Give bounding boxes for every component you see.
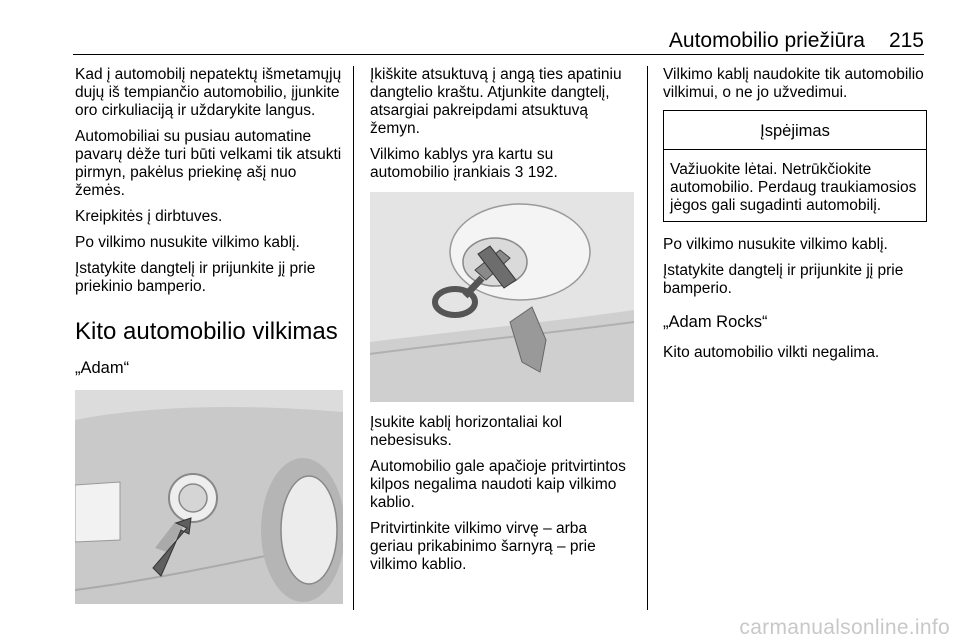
towing-eye-drawing	[370, 192, 634, 402]
paragraph: Kito automobilio vilkti negalima.	[663, 344, 880, 361]
rear-bumper-illustration	[75, 390, 343, 604]
page-header	[0, 28, 960, 58]
paragraph: Įsukite kablį horizontaliai kol nebesisuks.	[370, 414, 563, 449]
paragraph: Įkiškite atsuktuvą į angą ties apatiniu dangtelio kraštu. Atjunkite dangtelį, atsargiai pakreipdami atsuktuvą žemyn.	[370, 66, 622, 137]
paragraph: Įstatykite dangtelį ir prijunkite jį prie priekinio bamperio.	[75, 260, 316, 295]
page-title: Automobilio priežiūra	[668, 29, 865, 52]
warning-title: Įspėjimas	[664, 111, 926, 150]
paragraph: Vilkimo kablį naudokite tik automobilio vilkimui, o ne jo užvedimui.	[663, 66, 924, 101]
column-divider-1	[353, 66, 354, 610]
page-number: 215	[888, 29, 924, 52]
header-rule	[73, 54, 924, 55]
paragraph: Po vilkimo nusukite vilkimo kablį.	[75, 234, 300, 251]
warning-box	[663, 110, 927, 222]
paragraph: Įstatykite dangtelį ir prijunkite jį prie bamperio.	[663, 262, 904, 297]
subheading-adam-rocks: „Adam Rocks“	[663, 313, 768, 331]
watermark: carmanualsonline.info	[739, 616, 950, 639]
paragraph: Automobilio gale apačioje pritvirtintos kilpos negalima naudoti kaip vilkimo kablio.	[370, 458, 626, 511]
column-3	[663, 66, 927, 370]
warning-text: Važiuokite lėtai. Netrūkčiokite automobilio. Perdaug traukiamosios jėgos gali sugadinti automobilį.	[670, 161, 917, 214]
paragraph	[370, 146, 634, 182]
column-1	[75, 66, 343, 604]
cross-reference-symbol: 3	[514, 164, 524, 181]
cross-reference-link[interactable]: 192.	[527, 164, 558, 181]
column-2	[370, 66, 634, 582]
column-divider-2	[647, 66, 648, 610]
subheading-adam: „Adam“	[75, 359, 130, 377]
paragraph: Po vilkimo nusukite vilkimo kablį.	[663, 236, 888, 253]
section-heading: Kito automobilio vilkimas	[75, 318, 338, 345]
towing-eye-illustration	[370, 192, 634, 402]
paragraph-text: Vilkimo kablys yra kartu su automobilio įrankiais	[370, 146, 554, 181]
paragraph: Pritvirtinkite vilkimo virvę – arba geriau prikabinimo šarnyrą – prie vilkimo kablio.	[370, 520, 596, 573]
paragraph: Automobiliai su pusiau automatine pavarų dėže turi būti velkami tik atsukti pirmyn, pakėlus priekinę ašį nuo žemės.	[75, 128, 342, 199]
paragraph: Kad į automobilį nepatektų išmetamųjų dujų iš tempiančio automobilio, įjunkite oro cirkuliaciją ir uždarykite langus.	[75, 66, 342, 119]
paragraph: Kreipkitės į dirbtuves.	[75, 208, 223, 225]
rear-bumper-drawing	[75, 390, 343, 604]
